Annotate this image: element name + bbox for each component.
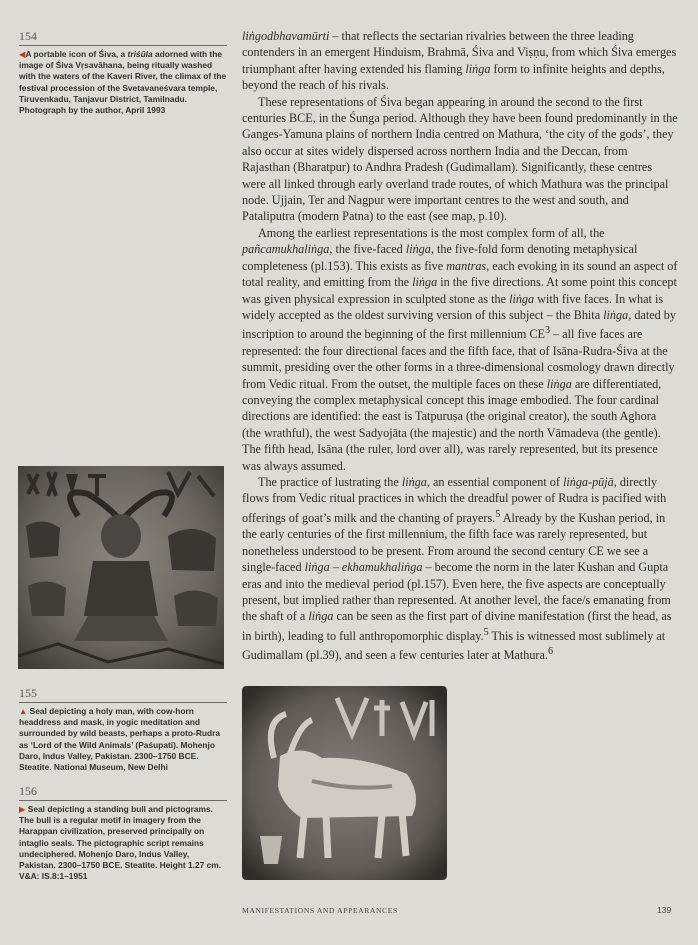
caption-155 bbox=[19, 686, 227, 773]
arrow-left-icon: ◀ bbox=[19, 49, 26, 59]
footnote-ref: 6 bbox=[547, 646, 554, 658]
arrow-right-icon: ▶ bbox=[19, 804, 26, 814]
caption-number: 156 bbox=[19, 784, 227, 801]
page-number: 139 bbox=[657, 905, 672, 915]
running-footer-section: MANIFESTATIONS AND APPEARANCES bbox=[242, 906, 398, 915]
caption-number: 155 bbox=[19, 686, 227, 703]
paragraph-1: liṅgodbhavamūrti – that reflects the sectarian rivalries between the three leading contenders in an emergent Hinduism, Brahmā, Śiva and Viṣṇu, from which Śiva emerges triumphant after having extended his flaming liṅga form to infinite heights and depths, beyond the reach of his rivals. bbox=[242, 29, 677, 93]
footnote-ref: 3 bbox=[544, 325, 551, 337]
footnote-ref: 5 bbox=[483, 626, 489, 638]
paragraph-4: The practice of lustrating the liṅga, an essential component of liṅga-pūjā, directly flows from Vedic ritual practices in which the dreadful power of Rudra is pacified with offerings of goat’s milk and the chanting of prayers.$^5$ Already by the Kushan period, in the early centuries of the first millennium, the fifth face was rarely represented, but nonetheless understood to be present. From around the second century CE we see a single-faced liṅga – ekhamukhaliṅga – become the norm in the later Kushan and Gupta eras and into the medieval period (pl.157). Even here, the five aspects are conceptually present, but implied rather than represented. At another level, the face/s emanating from the shaft of a liṅga can be seen as the first part of divine manifestation (first the head, as in birth), leading to full anthropomorphic display.$^5$ This is witnessed most sublimely at Gudimallam (pl.39), and seen a few centuries later at Mathura.$^6$ bbox=[242, 475, 672, 663]
paragraph-2: These representations of Śiva began appearing in around the second to the first centuries BCE, in the Śunga period. Although they have been found predominantly in the Ganges-Yamuna plains of northern India centred on Mathura, ‘the city of the gods’, they also occur at sites widely dispersed across northern India and the Deccan, from Rajasthan (Bharatpur) to Andhra Pradesh (Gudimallam). Significantly, these centres were all linked through early overland trade routes, of which Mathura was the principal node. Ujjain, Ter and Nagpur were important centres to the west and south, and Pataliputra (modern Patna) to the east (see map, p.10). bbox=[242, 94, 678, 224]
caption-text: ▲ Seal depicting a holy man, with cow-horn headdress and mask, in yogic meditation and surrounded by wild beasts, perhaps a proto-Rudra as ‘Lord of the Wild Animals’ (Paśupati). Mohenjo Daro, Indus Valley, Pakistan. 2300–1750 BCE. Steatite. National Museum, New Delhi bbox=[19, 706, 221, 773]
seal-image-bull bbox=[242, 686, 447, 880]
main-text-column bbox=[242, 28, 678, 664]
footnote-ref: 5 bbox=[495, 508, 501, 520]
caption-154 bbox=[19, 29, 227, 116]
caption-number: 154 bbox=[19, 29, 227, 46]
caption-156 bbox=[19, 784, 227, 882]
seal-image-pashupati bbox=[18, 466, 224, 669]
caption-text: ◀A portable icon of Śiva, a triśūla adorned with the image of Śiva Vṛsavāhana, being ritually washed with the waters of the Kaveri River, the climax of the festival procession of the Svetavaneśvara temple, Tiruvenkadu, Tanjavur District, Tamilnadu. Photograph by the author, April 1993 bbox=[19, 49, 227, 116]
paragraph-3: Among the earliest representations is the most complex form of all, the pañcamukhaliṅga, the five-faced liṅga, the five-fold form denoting metaphysical completeness (pl.153). This exists as five mantras, each evoking in its sound an aspect of total reality, and emitting from the liṅga in the five directions. At some point this concept was given physical expression in sculpted stone as the liṅga with five faces. In what is widely accepted as the oldest surviving version of this subject – the Bhita liṅga, dated by inscription to around the beginning of the first millennium $CE^3$ – all five faces are represented: the four directional faces and the fifth face, that of Isāna-Rudra-Śiva at the summit, presiding over the other forms in a three-dimensional cosmology drawn directly from Vedic ritual. From the outset, the multiple faces on these liṅga are differentiated, conveying the complex metaphysical concept this image embodied. The four cardinal directions are identified: the east is Tatpuruṣa (the original creator), the south Aghora (the wrathful), the west Sadyojāta (the majestic) and the north Vāmadeva (the gentle). The fifth head, Isāna (the ruler, lord over all), was rarely represented, but its presence was always assumed. bbox=[242, 225, 678, 473]
arrow-up-icon: ▲ bbox=[19, 706, 28, 716]
caption-text: ▶ Seal depicting a standing bull and pictograms. The bull is a regular motif in imagery from the Harappan civilization, preserved principally on intaglio seals. The pictographic script remains undeciphered. Mohenjo Daro, Indus Valley, Pakistan. 2300–1750 BCE. Steatite. Height 1.27 cm. V&A: IS.8:1–1951 bbox=[19, 804, 222, 882]
